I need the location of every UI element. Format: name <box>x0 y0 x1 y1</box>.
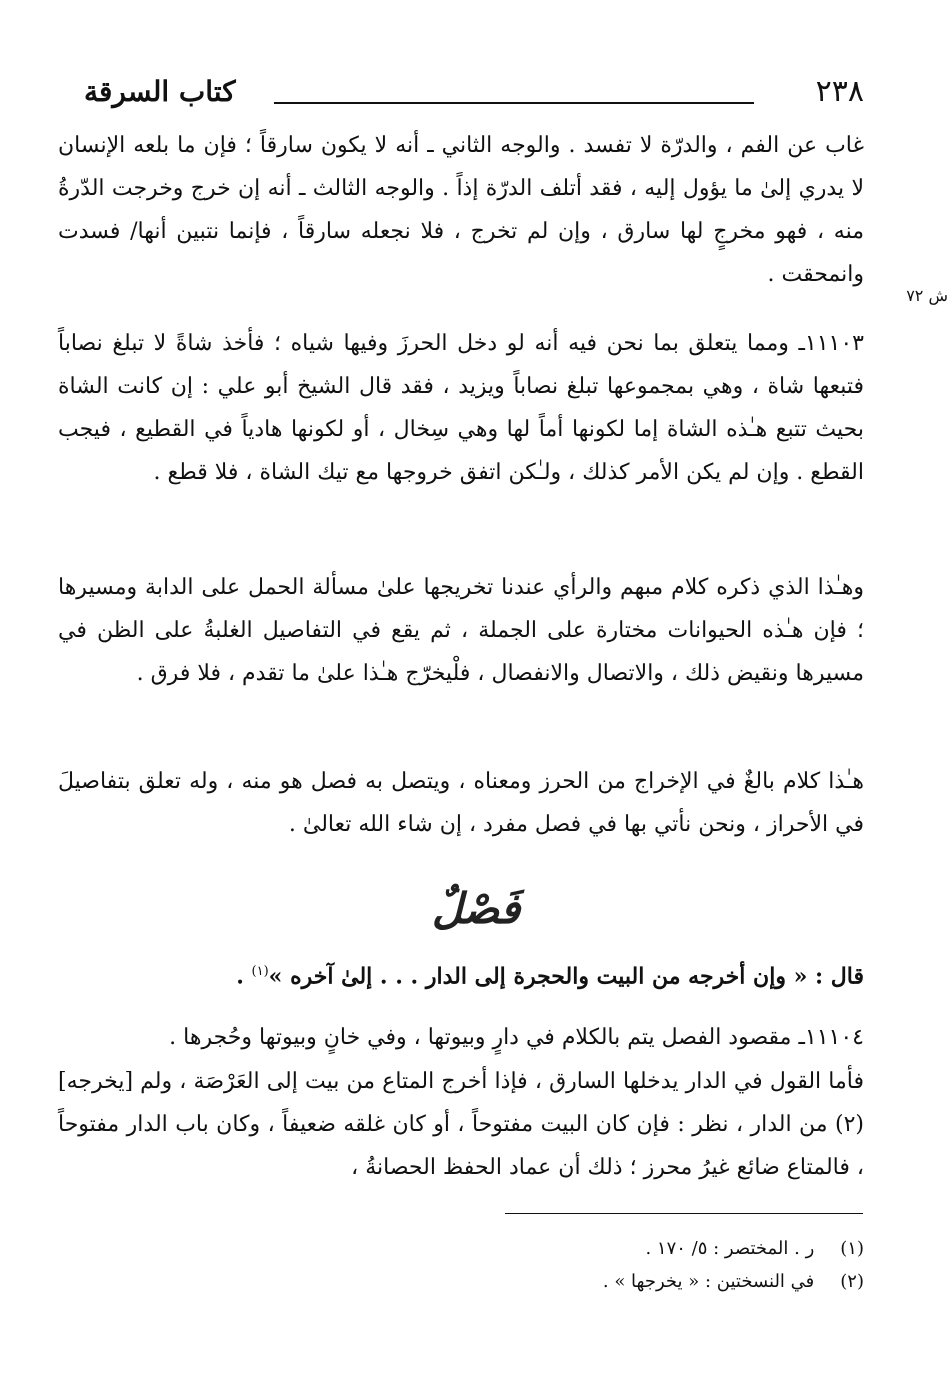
quoted-text-line <box>150 950 864 998</box>
section-heading <box>376 878 576 940</box>
page-header <box>84 72 864 122</box>
footnotes <box>104 1232 864 1298</box>
paragraph-6: ١١١٠٤ـ مقصود الفصل يتم بالكلام في دارٍ وبيوتها ، وفي خانٍ وبيوتها وحُجرها . <box>169 1025 864 1050</box>
paragraph-4: هـٰذا كلام بالغٌ في الإخراج من الحرز ومعناه ، ويتصل به فصل هو منه ، وله تعلق بتفاصيلَ في الأحراز ، ونحن نأتي بها في فصل مفرد ، إن شاء الله تعالىٰ . <box>58 769 864 837</box>
footnote-separator <box>505 1213 863 1214</box>
paragraph-1: غاب عن الفم ، والدرّة لا تفسد . والوجه الثاني ـ أنه لا يكون سارقاً ؛ فإن ما بلعه الإنسان لا يدري إلىٰ ما يؤول إليه ، فقد أتلف الدرّة إذاً . والوجه الثالث ـ أنه إن خرج وخرجت الدّرةُ منه ، فهو مخرجٍ لها سارق ، وإن لم تخرج ، فلا نجعله سارقاً ، فإنما نتبين أنها/ فسدت وانمحقت . <box>58 133 864 287</box>
footnote-text: ر . المختصر : ٥/ ١٧٠ . <box>645 1238 815 1259</box>
margin-manuscript-reference: ش ٧٢ <box>906 286 948 305</box>
header-rule <box>274 102 754 104</box>
section-heading-text: فَصْلٌ <box>431 884 521 933</box>
quoted-text-end: . <box>236 963 252 990</box>
footnote-number: (٢) <box>840 1271 864 1292</box>
paragraph-7: فأما القول في الدار يدخلها السارق ، فإذا أخرج المتاع من بيت إلى العَرْصَة ، ولم [يخرجه](٢) من الدار ، نظر : فإن كان البيت مفتوحاً ، أو كان غلقه ضعيفاً ، وكان باب الدار مفتوحاً ، فالمتاع ضائع غيرُ محرز ؛ ذلك أن عماد الحفظ الحصانةُ ، <box>58 1069 864 1180</box>
footnote-text: في النسختين : « يخرجها » . <box>602 1271 815 1292</box>
footnote-number: (١) <box>840 1238 864 1259</box>
running-title: كتاب السرقة <box>84 75 236 108</box>
footnote-2 <box>104 1265 864 1298</box>
paragraph-2: ١١١٠٣ـ ومما يتعلق بما نحن فيه أنه لو دخل الحرزَ وفيها شياه ؛ فأخذ شاةً لا تبلغ نصاباً فتبعها شاة ، وهي بمجموعها تبلغ نصاباً ويزيد ، فقد قال الشيخ أبو علي : إن كانت الشاة بحيث تتبع هـٰذه الشاة إما لكونها أماً لها وهي سِخال ، أو لكونها هادياً في القطيع ، فيجب القطع . وإن لم يكن الأمر كذلك ، ولـٰكن اتفق خروجها مع تيك الشاة ، فلا قطع . <box>58 331 864 485</box>
paragraph-3: وهـٰذا الذي ذكره كلام مبهم والرأي عندنا تخريجها علىٰ مسألة الحمل على الدابة ومسيرها ؛ فإن هـٰذه الحيوانات مختارة على الجملة ، ثم يقع في التفاصيل الغلبةُ على الظن في مسيرها ونقيض ذلك ، والاتصال والانفصال ، فلْيخرّج هـٰذا علىٰ ما تقدم ، فلا فرق . <box>58 575 864 686</box>
page-number: ٢٣٨ <box>815 74 864 109</box>
footnote-1 <box>104 1232 864 1265</box>
footnote-ref-1: (١) <box>251 964 269 979</box>
quoted-text: قال : « وإن أخرجه من البيت والحجرة إلى الدار . . . إلىٰ آخره » <box>268 963 864 990</box>
